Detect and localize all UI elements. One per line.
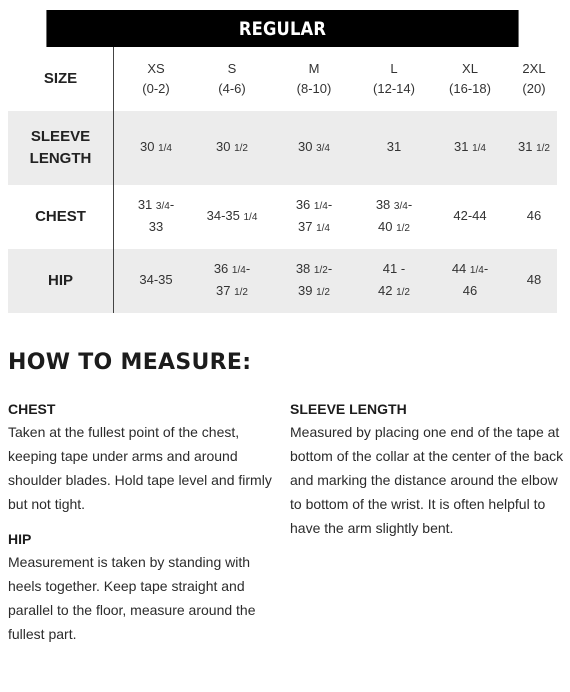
chest-cell bbox=[354, 185, 434, 249]
chest-value-end-fraction: 1/2 bbox=[396, 223, 410, 234]
chest-value-start-fraction: 1/4 bbox=[313, 201, 328, 212]
chest-value-line-1 bbox=[527, 206, 541, 228]
chest-cell-value bbox=[138, 195, 174, 239]
sleeve-fraction: 3/4 bbox=[316, 143, 330, 154]
size-name: XL bbox=[462, 61, 478, 76]
size-row-header: SIZE bbox=[8, 47, 114, 111]
sleeve-cell bbox=[274, 111, 354, 185]
sleeve-cell-value bbox=[518, 137, 550, 159]
hip-cell-value bbox=[139, 270, 172, 292]
sleeve-header-line-2: LENGTH bbox=[29, 150, 92, 167]
size-name: 2XL bbox=[522, 61, 546, 76]
chest-value-line-1 bbox=[138, 195, 174, 217]
sleeve-instructions bbox=[290, 400, 565, 540]
chest-value-end: 33 bbox=[148, 219, 164, 234]
sleeve-whole: 30 bbox=[140, 139, 159, 154]
chest-value-line-2 bbox=[296, 217, 332, 239]
sleeve-fraction: 1/4 bbox=[158, 143, 172, 154]
sleeve-cell bbox=[192, 111, 272, 185]
how-to-measure-heading: HOW TO MEASURE: bbox=[8, 350, 252, 375]
size-range: (8-10) bbox=[296, 81, 332, 96]
chest-value-start-fraction: 1/4 bbox=[243, 212, 258, 223]
chest-value-start: 36 bbox=[295, 197, 314, 212]
hip-row bbox=[8, 249, 557, 313]
hip-value-start: 44 bbox=[451, 261, 470, 276]
size-name: XS bbox=[147, 61, 165, 76]
sleeve-whole: 31 bbox=[386, 139, 402, 154]
chest-value-separator: - bbox=[169, 197, 175, 212]
size-name: L bbox=[390, 61, 398, 76]
table-title-banner bbox=[46, 10, 518, 47]
size-cell-content bbox=[373, 59, 415, 99]
size-cell-content bbox=[218, 59, 245, 99]
size-cell bbox=[274, 47, 354, 111]
sleeve-length-row-header bbox=[8, 111, 114, 185]
chest-cell bbox=[274, 185, 354, 249]
chest-value-start: 46 bbox=[526, 208, 542, 223]
sleeve-whole: 30 bbox=[216, 139, 235, 154]
hip-cell bbox=[116, 249, 196, 313]
sleeve-whole: 31 bbox=[454, 139, 473, 154]
sleeve-cell-value bbox=[387, 137, 401, 159]
sleeve-cell-value bbox=[216, 137, 248, 159]
size-range: (20) bbox=[522, 81, 546, 96]
hip-value-line-1 bbox=[214, 259, 250, 281]
size-range: (4-6) bbox=[218, 81, 246, 96]
hip-value-separator: - bbox=[245, 261, 251, 276]
chest-value-line-1 bbox=[376, 195, 412, 217]
chest-value-line-1 bbox=[207, 206, 258, 228]
how-to-measure-section bbox=[8, 350, 564, 642]
chest-value-line-1 bbox=[453, 206, 486, 228]
hip-value-line-2 bbox=[296, 281, 332, 303]
size-range: (0-2) bbox=[142, 81, 170, 96]
chest-instructions-title: CHEST bbox=[8, 401, 56, 417]
chest-cells bbox=[114, 185, 557, 249]
chest-value-start-fraction: 3/4 bbox=[155, 201, 170, 212]
size-cell bbox=[116, 47, 196, 111]
hip-value-start-fraction: 1/4 bbox=[231, 265, 246, 276]
chest-cell bbox=[494, 185, 570, 249]
hip-cell-value bbox=[452, 259, 488, 303]
sleeve-cell-value bbox=[140, 137, 172, 159]
size-cells bbox=[114, 47, 557, 111]
hip-value-line-2 bbox=[452, 281, 488, 303]
hip-cell bbox=[354, 249, 434, 313]
chest-row-header: CHEST bbox=[8, 185, 114, 249]
chest-cell bbox=[192, 185, 272, 249]
hip-cell-value bbox=[214, 259, 250, 303]
size-name: M bbox=[308, 61, 320, 76]
size-name: S bbox=[227, 61, 237, 76]
chest-value-line-2 bbox=[138, 217, 174, 239]
hip-value-start: 38 bbox=[295, 261, 314, 276]
sleeve-cell-value bbox=[454, 137, 486, 159]
sleeve-header-line-1: SLEEVE bbox=[30, 128, 91, 145]
size-range: (12-14) bbox=[373, 81, 415, 96]
chest-value-start: 31 bbox=[137, 197, 156, 212]
hip-value-start: 34-35 bbox=[139, 272, 173, 287]
hip-value-line-2 bbox=[378, 281, 410, 303]
hip-cell-value bbox=[527, 270, 541, 292]
hip-value-end: 39 bbox=[298, 283, 317, 298]
chest-value-start: 42-44 bbox=[453, 208, 487, 223]
hip-cells bbox=[114, 249, 557, 313]
size-cell-content bbox=[449, 59, 491, 99]
hip-value-end: 46 bbox=[462, 283, 478, 298]
hip-value-end-fraction: 1/2 bbox=[316, 287, 330, 298]
chest-value-line-1 bbox=[296, 195, 332, 217]
chest-cell-value bbox=[207, 206, 258, 228]
chest-cell-value bbox=[376, 195, 412, 239]
size-cell-content bbox=[297, 59, 332, 99]
hip-value-line-1 bbox=[296, 259, 332, 281]
sleeve-instructions-title: SLEEVE LENGTH bbox=[290, 401, 407, 417]
hip-value-end: 42 bbox=[378, 283, 397, 298]
measure-right-column bbox=[290, 400, 565, 540]
size-row bbox=[8, 47, 557, 111]
sleeve-length-row bbox=[8, 111, 557, 185]
chest-value-start: 34-35 bbox=[206, 208, 244, 223]
chest-value-start: 38 bbox=[375, 197, 394, 212]
sleeve-fraction: 1/4 bbox=[472, 143, 486, 154]
hip-cell bbox=[274, 249, 354, 313]
chest-value-separator: - bbox=[327, 197, 333, 212]
sleeve-instructions-body: Measured by placing one end of the tape at bottom of the collar at the center of the back and marking the distance around the elbow to bottom of the wrist. It is often helpful to have the arm slightly bent. bbox=[290, 424, 564, 536]
hip-value-start: 41 - bbox=[382, 261, 406, 276]
hip-cell bbox=[192, 249, 272, 313]
sleeve-fraction: 1/2 bbox=[536, 143, 550, 154]
sleeve-cell bbox=[116, 111, 196, 185]
chest-cell-value bbox=[296, 195, 332, 239]
chest-row bbox=[8, 185, 557, 249]
hip-value-end-fraction: 1/2 bbox=[234, 287, 248, 298]
hip-cell bbox=[494, 249, 570, 313]
hip-value-start-fraction: 1/2 bbox=[313, 265, 328, 276]
hip-instructions bbox=[8, 530, 280, 646]
sleeve-cell bbox=[494, 111, 570, 185]
size-chart-table bbox=[8, 10, 557, 313]
size-cell-content bbox=[522, 59, 545, 99]
sleeve-cells bbox=[114, 111, 557, 185]
table-title: REGULAR bbox=[238, 17, 327, 40]
hip-value-start-fraction: 1/4 bbox=[469, 265, 484, 276]
hip-cell-value bbox=[296, 259, 332, 303]
chest-value-separator: - bbox=[407, 197, 413, 212]
hip-value-start: 48 bbox=[526, 272, 542, 287]
chest-value-end: 40 bbox=[378, 219, 397, 234]
hip-value-line-1 bbox=[378, 259, 410, 281]
hip-row-header: HIP bbox=[8, 249, 114, 313]
hip-value-end-fraction: 1/2 bbox=[396, 287, 410, 298]
sleeve-whole: 30 bbox=[298, 139, 317, 154]
hip-value-separator: - bbox=[327, 261, 333, 276]
chest-instructions-body: Taken at the fullest point of the chest, keeping tape under arms and around shoulder blades. Hold tape level and firmly but not tight. bbox=[8, 424, 272, 512]
size-cell-content bbox=[142, 59, 169, 99]
size-cell bbox=[192, 47, 272, 111]
hip-instructions-title: HIP bbox=[8, 531, 32, 547]
chest-value-end: 37 bbox=[298, 219, 317, 234]
hip-instructions-body: Measurement is taken by standing with heels together. Keep tape straight and parallel to the floor, measure around the fullest part. bbox=[8, 554, 256, 642]
chest-value-end-fraction: 1/4 bbox=[316, 223, 330, 234]
hip-value-end: 37 bbox=[216, 283, 235, 298]
hip-value-line-2 bbox=[214, 281, 250, 303]
chest-value-line-2 bbox=[376, 217, 412, 239]
chest-cell bbox=[116, 185, 196, 249]
sleeve-cell-value bbox=[298, 137, 330, 159]
size-cell bbox=[354, 47, 434, 111]
size-range: (16-18) bbox=[449, 81, 491, 96]
sleeve-cell bbox=[354, 111, 434, 185]
chest-value-start-fraction: 3/4 bbox=[393, 201, 408, 212]
measure-left-column bbox=[8, 400, 280, 646]
chest-cell-value bbox=[453, 206, 486, 228]
hip-value-line-1 bbox=[452, 259, 488, 281]
hip-cell-value bbox=[378, 259, 410, 303]
hip-value-separator: - bbox=[483, 261, 489, 276]
chest-cell-value bbox=[527, 206, 541, 228]
hip-value-line-1 bbox=[527, 270, 541, 292]
sleeve-fraction: 1/2 bbox=[234, 143, 248, 154]
hip-value-start: 36 bbox=[213, 261, 232, 276]
hip-value-line-1 bbox=[139, 270, 172, 292]
chest-instructions bbox=[8, 400, 280, 516]
size-cell bbox=[494, 47, 570, 111]
sleeve-whole: 31 bbox=[518, 139, 537, 154]
